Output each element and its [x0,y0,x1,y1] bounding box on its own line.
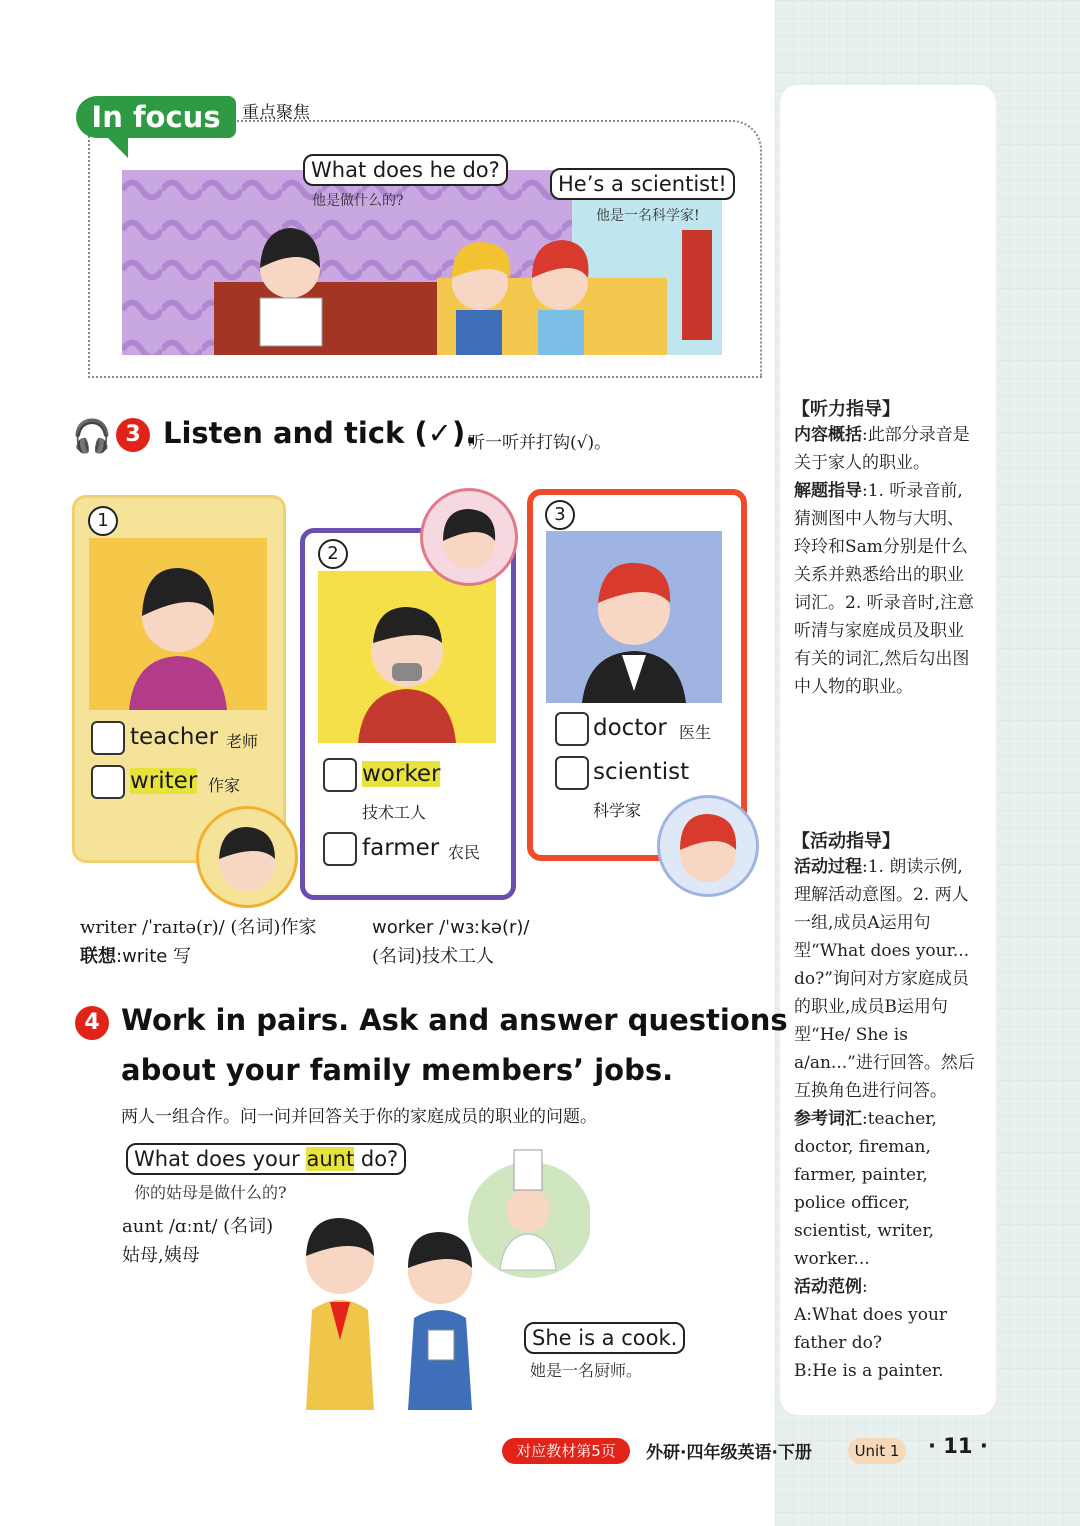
speech-bubble-answer: He’s a scientist! [550,168,735,200]
page-number: · 11 · [928,1434,988,1458]
note-writer-line1: writer /ˈraɪtə(r)/ (名词)作家 [80,917,317,938]
note-worker-line2: (名词)技术工人 [372,946,495,967]
note-writer-line2: :write 写 [116,946,192,967]
activity-guide-title: 【活动指导】 [792,831,900,852]
exercise-3-number: 3 [116,418,150,452]
checkbox-doctor[interactable] [555,712,589,746]
question-pre: What does your [134,1147,307,1171]
exercise-3-title: Listen and tick (✓). [163,416,477,450]
textbook-page-pill: 对应教材第5页 [502,1438,630,1464]
process-label: 活动过程 [794,857,862,877]
in-focus-badge: In focus [76,96,236,138]
word-teacher-cn: 老师 [226,732,259,751]
guide-label: 解题指导 [794,481,862,501]
vocab-aunt [122,1212,273,1270]
focus-cn-label: 重点聚焦 [242,103,310,123]
checkbox-teacher[interactable] [91,721,125,755]
note-writer [80,913,316,971]
note-association-label: 联想 [80,946,116,967]
vocab-aunt-line2: 姑母,姨母 [122,1245,200,1266]
girl-lingling-avatar [420,488,518,586]
listen-guide-title: 【听力指导】 [792,399,900,420]
word-scientist: scientist [593,759,690,785]
example-a: A:What does your father do? [794,1305,948,1353]
sidebar-panel [780,85,996,1415]
words-label: 参考词汇 [794,1109,862,1129]
red-hair-boy-icon [660,798,756,894]
exercise-4-title-line1: Work in pairs. Ask and answer questions [121,1003,788,1037]
question-cn: 你的姑母是做什么的? [134,1183,287,1202]
question-word-aunt: aunt [306,1147,355,1171]
listen-guide-text [794,421,976,701]
card-3-number: 3 [545,500,575,530]
checkbox-writer[interactable] [91,765,125,799]
girl-face-icon [423,491,515,583]
words-text: :teacher, doctor, fireman, farmer, painter, police officer, scientist, writer, worker... [794,1109,937,1269]
speech-bubble-question: What does he do? [303,154,508,186]
answer-bubble: She is a cook. [524,1322,685,1354]
speech-bubble-answer-cn: 他是一名科学家! [596,208,700,224]
checkbox-farmer[interactable] [323,832,357,866]
doctor-portrait [546,531,722,703]
note-worker [372,913,530,971]
headphones-icon: 🎧 [72,417,112,455]
exercise-4-title-line2: about your family members’ jobs. [121,1053,674,1087]
example-colon: : [862,1277,868,1297]
process-text: :1. 朗读示例,理解活动意图。2. 两人一组,成员A运用句型“What does your... do?”询问对方家庭成员的职业,成员B运用句型“He/ She is a/an...”进行回答。然后互换角色进行问答。 [794,857,975,1101]
exercise-4-cn: 两人一组合作。问一问并回答关于你的家庭成员的职业的问题。 [121,1107,597,1127]
boy-face-icon [199,809,295,905]
example-b: B:He is a painter. [794,1361,944,1381]
word-farmer-cn: 农民 [448,843,481,862]
summary-text: :此部分录音是关于家人的职业。 [794,425,970,473]
word-scientist-cn: 科学家 [593,801,642,820]
woman-portrait-icon [89,538,267,710]
boy-daming-avatar [196,806,298,908]
checkbox-worker[interactable] [323,758,357,792]
book-title: 外研·四年级英语·下册 [646,1443,812,1463]
vocab-aunt-line1: aunt /ɑːnt/ (名词) [122,1216,274,1237]
word-farmer: farmer [362,835,440,861]
answer-cn: 她是一名厨师。 [530,1361,643,1380]
speech-bubble-question-cn: 他是做什么的? [312,193,404,209]
word-writer: writer [130,768,198,794]
teacher-portrait [89,538,267,710]
summary-label: 内容概括 [794,425,862,445]
man-portrait-icon [318,571,496,743]
note-worker-line1: worker /ˈwɜːkə(r)/ [372,917,530,938]
card-1-number: 1 [88,506,118,536]
word-writer-cn: 作家 [208,776,241,795]
exercise-4-number: 4 [75,1006,109,1040]
word-worker: worker [362,761,441,787]
example-label: 活动范例 [794,1277,862,1297]
ribbon-tail-icon [84,136,128,158]
unit-pill: Unit 1 [848,1438,906,1464]
boy-sam-avatar [657,795,759,897]
worker-portrait [318,571,496,743]
question-post: do? [354,1147,399,1171]
guide-text: :1. 听录音前,猜测图中人物与大明、玲玲和Sam分别是什么关系并熟悉给出的职业词汇。2. 听录音时,注意听清与家庭成员及职业有关的词汇,然后勾出图中人物的职业。 [794,481,975,697]
exercise-3-cn: 听一听并打钩(√)。 [468,433,612,453]
word-doctor: doctor [593,715,667,741]
word-worker-cn: 技术工人 [362,803,427,822]
checkbox-scientist[interactable] [555,756,589,790]
man-suit-portrait-icon [546,531,722,703]
activity-guide-text [794,853,976,1385]
word-teacher: teacher [130,724,219,750]
word-doctor-cn: 医生 [679,723,712,742]
card-2-number: 2 [318,539,348,569]
